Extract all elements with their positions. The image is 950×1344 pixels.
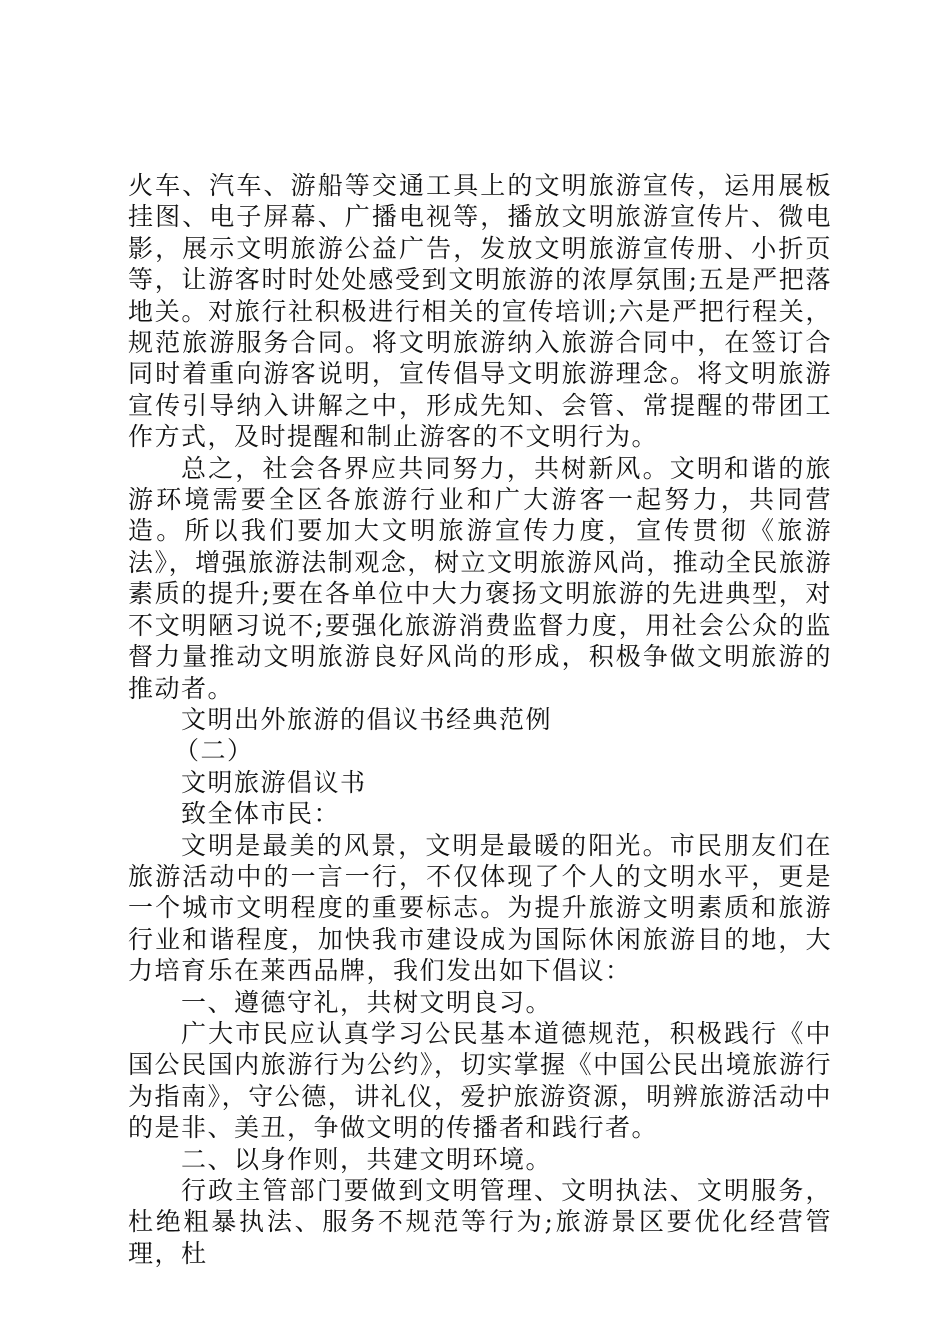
paragraph-4-number: （二） — [174, 736, 254, 766]
paragraph-10-section-heading: 二、以身作则，共建文明环境。 — [181, 1144, 553, 1174]
paragraph-7: 文明是最美的风景，文明是最暖的阳光。市民朋友们在旅游活动中的一言一行，不仅体现了个人的文明水平，更是一个城市文明程度的重要标志。为提升旅游文明素质和旅游行业和谐程度，加快我市建设成为国际休闲旅游目的地，大力培育乐在莱西品牌，我们发出如下倡议： — [128, 830, 832, 986]
paragraph-8-section-heading: 一、遵德守礼，共树文明良习。 — [181, 987, 553, 1017]
paragraph-2: 总之，社会各界应共同努力，共树新风。文明和谐的旅游环境需要全区各旅游行业和广大游客一起努力，共同营造。所以我们要加大文明旅游宣传力度，宣传贯彻《旅游法》，增强旅游法制观念，树立文明旅游风尚，推动全民旅游素质的提升;要在各单位中大力褒扬文明旅游的先进典型，对不文明陋习说不;要强化旅游消费监督力度，用社会公众的监督力量推动文明旅游良好风尚的形成，积极争做文明旅游的推动者。 — [128, 453, 832, 703]
paragraph-11: 行政主管部门要做到文明管理、文明执法、文明服务，杜绝粗暴执法、服务不规范等行为;旅游景区要优化经营管理，杜 — [128, 1176, 832, 1268]
paragraph-6-salutation: 致全体市民： — [181, 799, 341, 829]
paragraph-9: 广大市民应认真学习公民基本道德规范，积极践行《中国公民国内旅游行为公约》，切实掌握《中国公民出境旅游行为指南》，守公德，讲礼仪，爱护旅游资源，明辨旅游活动中的是非、美丑，争做文明的传播者和践行者。 — [128, 1018, 832, 1143]
document-body — [128, 170, 832, 1269]
paragraph-3-heading: 文明出外旅游的倡议书经典范例 — [181, 704, 553, 734]
paragraph-1: 火车、汽车、游船等交通工具上的文明旅游宣传，运用展板挂图、电子屏幕、广播电视等，播放文明旅游宣传片、微电影，展示文明旅游公益广告，发放文明旅游宣传册、小折页等，让游客时时处处感受到文明旅游的浓厚氛围;五是严把落地关。对旅行社积极进行相关的宣传培训;六是严把行程关，规范旅游服务合同。将文明旅游纳入旅游合同中，在签订合同时着重向游客说明，宣传倡导文明旅游理念。将文明旅游宣传引导纳入讲解之中，形成先知、会管、常提醒的带团工作方式，及时提醒和制止游客的不文明行为。 — [128, 171, 832, 452]
paragraph-5-title: 文明旅游倡议书 — [181, 767, 367, 797]
